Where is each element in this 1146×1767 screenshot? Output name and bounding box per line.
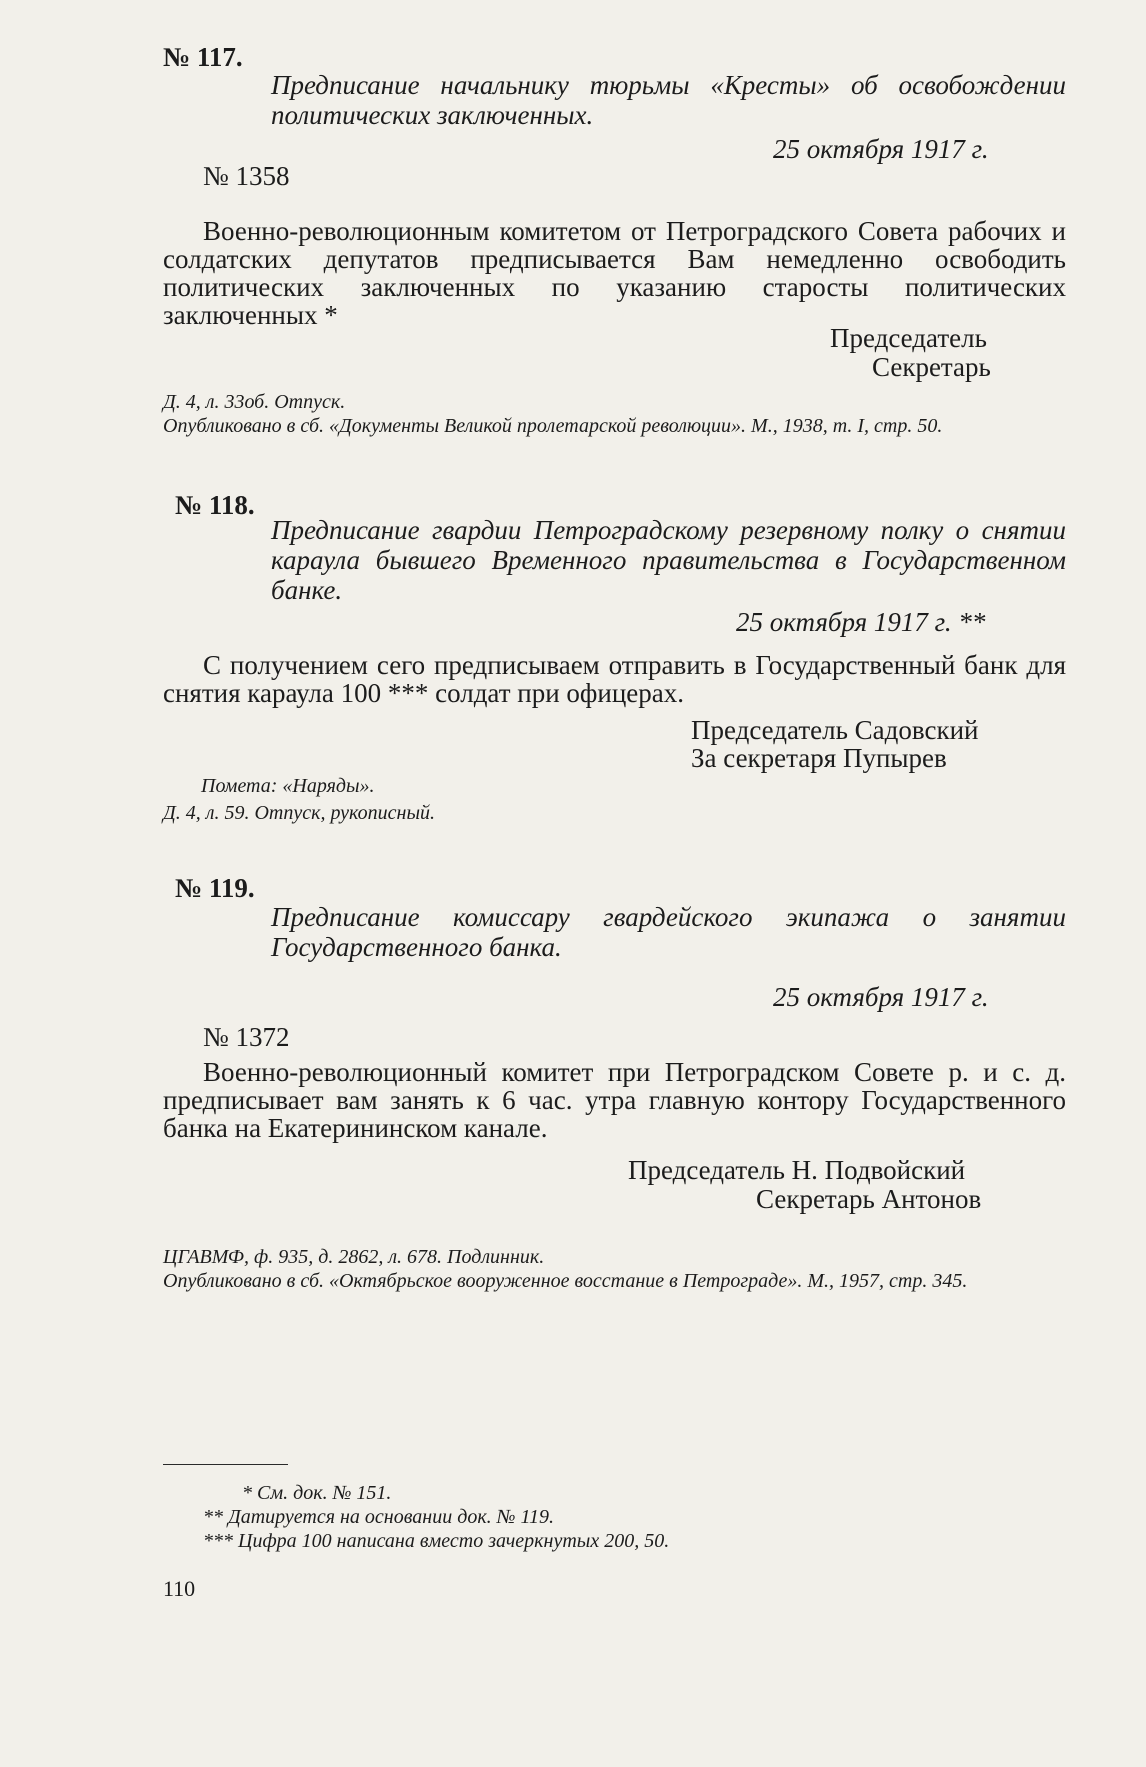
doc-118-number: № 118. — [175, 490, 255, 520]
doc-118-date: 25 октября 1917 г. ** — [736, 607, 986, 637]
footnote-2: ** Датируется на основании док. № 119. — [203, 1506, 555, 1528]
doc-119-reg-number: № 1372 — [203, 1022, 290, 1052]
footnote-divider — [163, 1464, 288, 1465]
doc-118-mark: Помета: «Наряды». — [201, 775, 375, 797]
doc-117-publication-ref: Опубликовано в сб. «Документы Великой пролетарской революции». М., 1938, т. I, стр. 50. — [163, 415, 943, 437]
doc-117-signature-secretary: Секретарь — [872, 352, 991, 382]
doc-119-date: 25 октября 1917 г. — [773, 982, 989, 1012]
doc-118-body: С получением сего предписываем отправить в Государственный банк для снятия караула 100 *** солдат при офицерах. — [163, 650, 1066, 708]
doc-118-signature-secretary: За секретаря Пупырев — [691, 743, 947, 773]
doc-118-archive-ref: Д. 4, л. 59. Отпуск, рукописный. — [163, 802, 435, 824]
footnote-3: *** Цифра 100 написана вместо зачеркнутых 200, 50. — [203, 1530, 670, 1552]
doc-119-signature-secretary: Секретарь Антонов — [756, 1184, 982, 1214]
doc-117-body: Военно-революционным комитетом от Петроградского Совета рабочих и солдатских депутатов предписывается Вам немедленно освободить политических заключенных по указанию старосты политических заключенных * — [163, 216, 1066, 330]
doc-117-title: Предписание начальнику тюрьмы «Кресты» об освобождении политических заключенных. — [271, 70, 1066, 130]
page-number: 110 — [163, 1576, 196, 1601]
doc-118-title: Предписание гвардии Петроградскому резервному полку о снятии караула бывшего Временного правительства в Государственном банке. — [271, 515, 1066, 605]
doc-119-title: Предписание комиссару гвардейского экипажа о занятии Государственного банка. — [271, 902, 1066, 962]
doc-119-archive-ref: ЦГАВМФ, ф. 935, д. 2862, л. 678. Подлинник. — [163, 1246, 545, 1268]
footnote-1: * См. док. № 151. — [242, 1482, 392, 1504]
doc-119-publication-ref: Опубликовано в сб. «Октябрьское вооруженное восстание в Петрограде». М., 1957, стр. 345. — [163, 1270, 968, 1292]
doc-117-reg-number: № 1358 — [203, 161, 290, 191]
doc-118-signature-chair: Председатель Садовский — [691, 715, 979, 745]
doc-117-date: 25 октября 1917 г. — [773, 134, 989, 164]
doc-117-number: № 117. — [163, 42, 243, 72]
doc-117-signature-chair: Председатель — [830, 323, 987, 353]
doc-119-body: Военно-революционный комитет при Петроградском Совете р. и с. д. предписывает вам занять к 6 час. утра главную контору Государственного банка на Екатерининском канале. — [163, 1057, 1066, 1143]
doc-119-signature-chair: Председатель Н. Подвойский — [628, 1155, 966, 1185]
doc-119-number: № 119. — [175, 873, 255, 903]
doc-117-archive-ref: Д. 4, л. 33об. Отпуск. — [163, 391, 346, 413]
